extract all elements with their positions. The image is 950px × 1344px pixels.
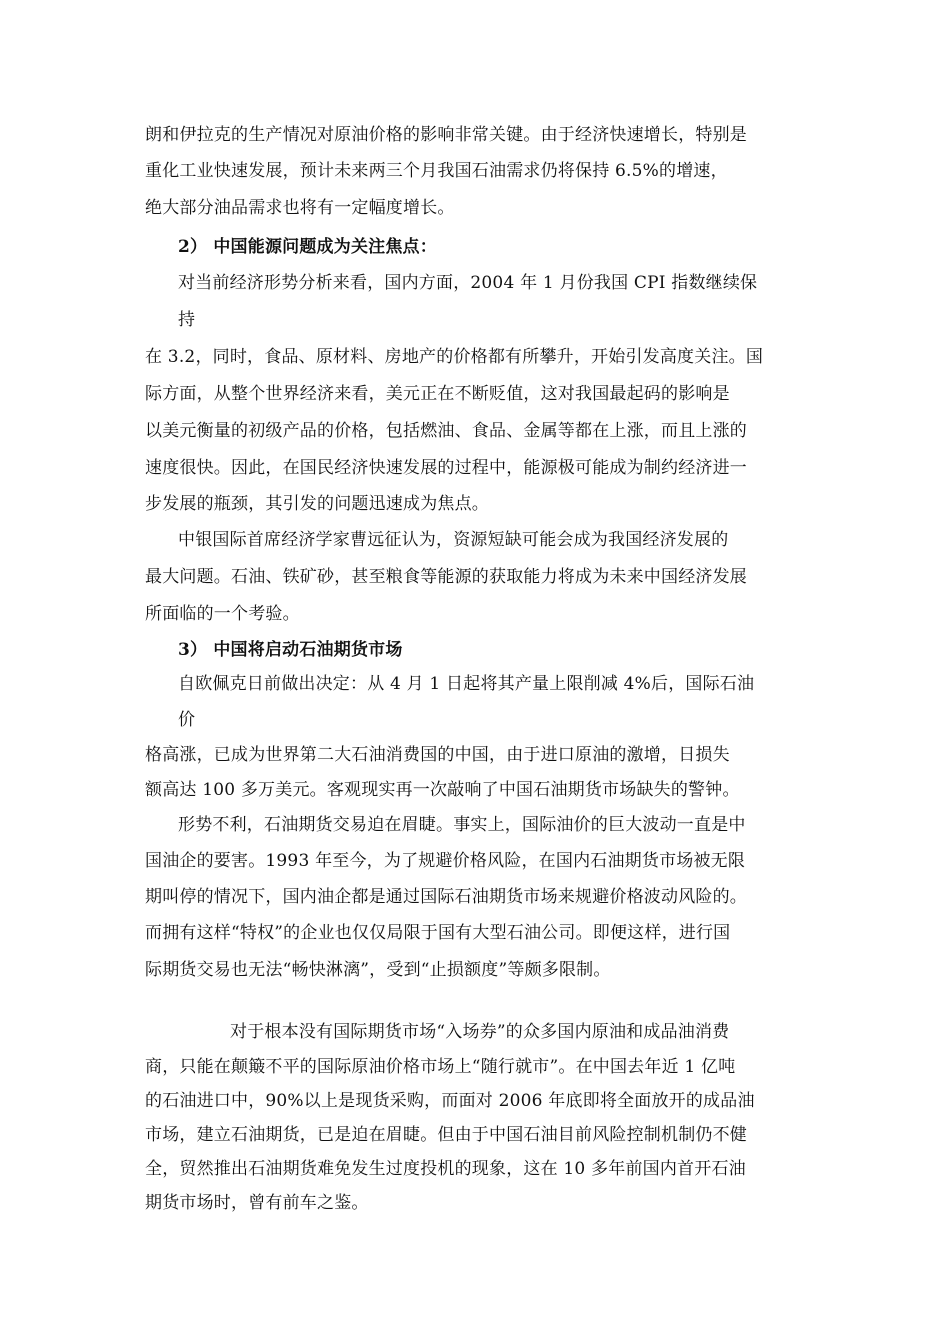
text-line: 而拥有这样“特权”的企业也仅仅局限于国有大型石油公司。即便这样，进行国 [145, 923, 731, 943]
text-line: 朗和伊拉克的生产情况对原油价格的影响非常关键。由于经济快速增长，特别是 [145, 125, 747, 145]
text-line: 价 [178, 710, 196, 730]
text-line: 中银国际首席经济学家曹远征认为，资源短缺可能会成为我国经济发展的 [178, 530, 729, 550]
text-line: 最大问题。石油、铁矿砂，甚至粮食等能源的获取能力将成为未来中国经济发展 [145, 567, 747, 587]
text-line: 际方面，从整个世界经济来看，美元正在不断贬值，这对我国最起码的影响是 [145, 384, 730, 404]
text-line: 格高涨，已成为世界第二大石油消费国的中国，由于进口原油的激增，日损失 [145, 745, 730, 765]
text-line: 持 [178, 310, 196, 330]
section-heading-3: 3） 中国将启动石油期货市场 [178, 640, 403, 660]
text-line: 商，只能在颠簸不平的国际原油价格市场上“随行就市”。在中国去年近 1 亿吨 [145, 1057, 736, 1077]
text-line: 速度很快。因此，在国民经济快速发展的过程中，能源极可能成为制约经济进一 [145, 458, 747, 478]
text-line: 对当前经济形势分析来看，国内方面，2004 年 1 月份我国 CPI 指数继续保 [178, 273, 758, 293]
text-line: 市场，建立石油期货，已是迫在眉睫。但由于中国石油目前风险控制机制仍不健 [145, 1125, 747, 1145]
text-line: 际期货交易也无法“畅快淋漓”，受到“止损额度”等颇多限制。 [145, 960, 611, 980]
text-line: 的石油进口中，90%以上是现货采购，而面对 2006 年底即将全面放开的成品油 [145, 1091, 755, 1111]
text-line: 全，贸然推出石油期货难免发生过度投机的现象，这在 10 多年前国内首开石油 [145, 1159, 746, 1179]
text-line: 所面临的一个考验。 [145, 604, 300, 624]
text-line: 绝大部分油品需求也将有一定幅度增长。 [145, 198, 455, 218]
text-line: 形势不利，石油期货交易迫在眉睫。事实上，国际油价的巨大波动一直是中 [178, 815, 746, 835]
text-line: 额高达 100 多万美元。客观现实再一次敲响了中国石油期货市场缺失的警钟。 [145, 780, 740, 800]
text-line: 步发展的瓶颈，其引发的问题迅速成为焦点。 [145, 494, 489, 514]
text-line: 重化工业快速发展，预计未来两三个月我国石油需求仍将保持 6.5%的增速， [145, 161, 728, 181]
text-line: 以美元衡量的初级产品的价格，包括燃油、食品、金属等都在上涨，而且上涨的 [145, 421, 747, 441]
section-heading-2: 2） 中国能源问题成为关注焦点： [178, 237, 437, 257]
text-line: 国油企的要害。1993 年至今，为了规避价格风险，在国内石油期货市场被无限 [145, 851, 746, 871]
text-line: 期叫停的情况下，国内油企都是通过国际石油期货市场来规避价格波动风险的。 [145, 887, 747, 907]
text-line: 对于根本没有国际期货市场“入场券”的众多国内原油和成品油消费 [230, 1022, 730, 1042]
text-line: 在 3.2，同时，食品、原材料、房地产的价格都有所攀升，开始引发高度关注。国 [145, 347, 764, 367]
text-line: 自欧佩克日前做出决定：从 4 月 1 日起将其产量上限削减 4%后，国际石油 [178, 674, 755, 694]
text-line: 期货市场时，曾有前车之鉴。 [145, 1193, 369, 1213]
